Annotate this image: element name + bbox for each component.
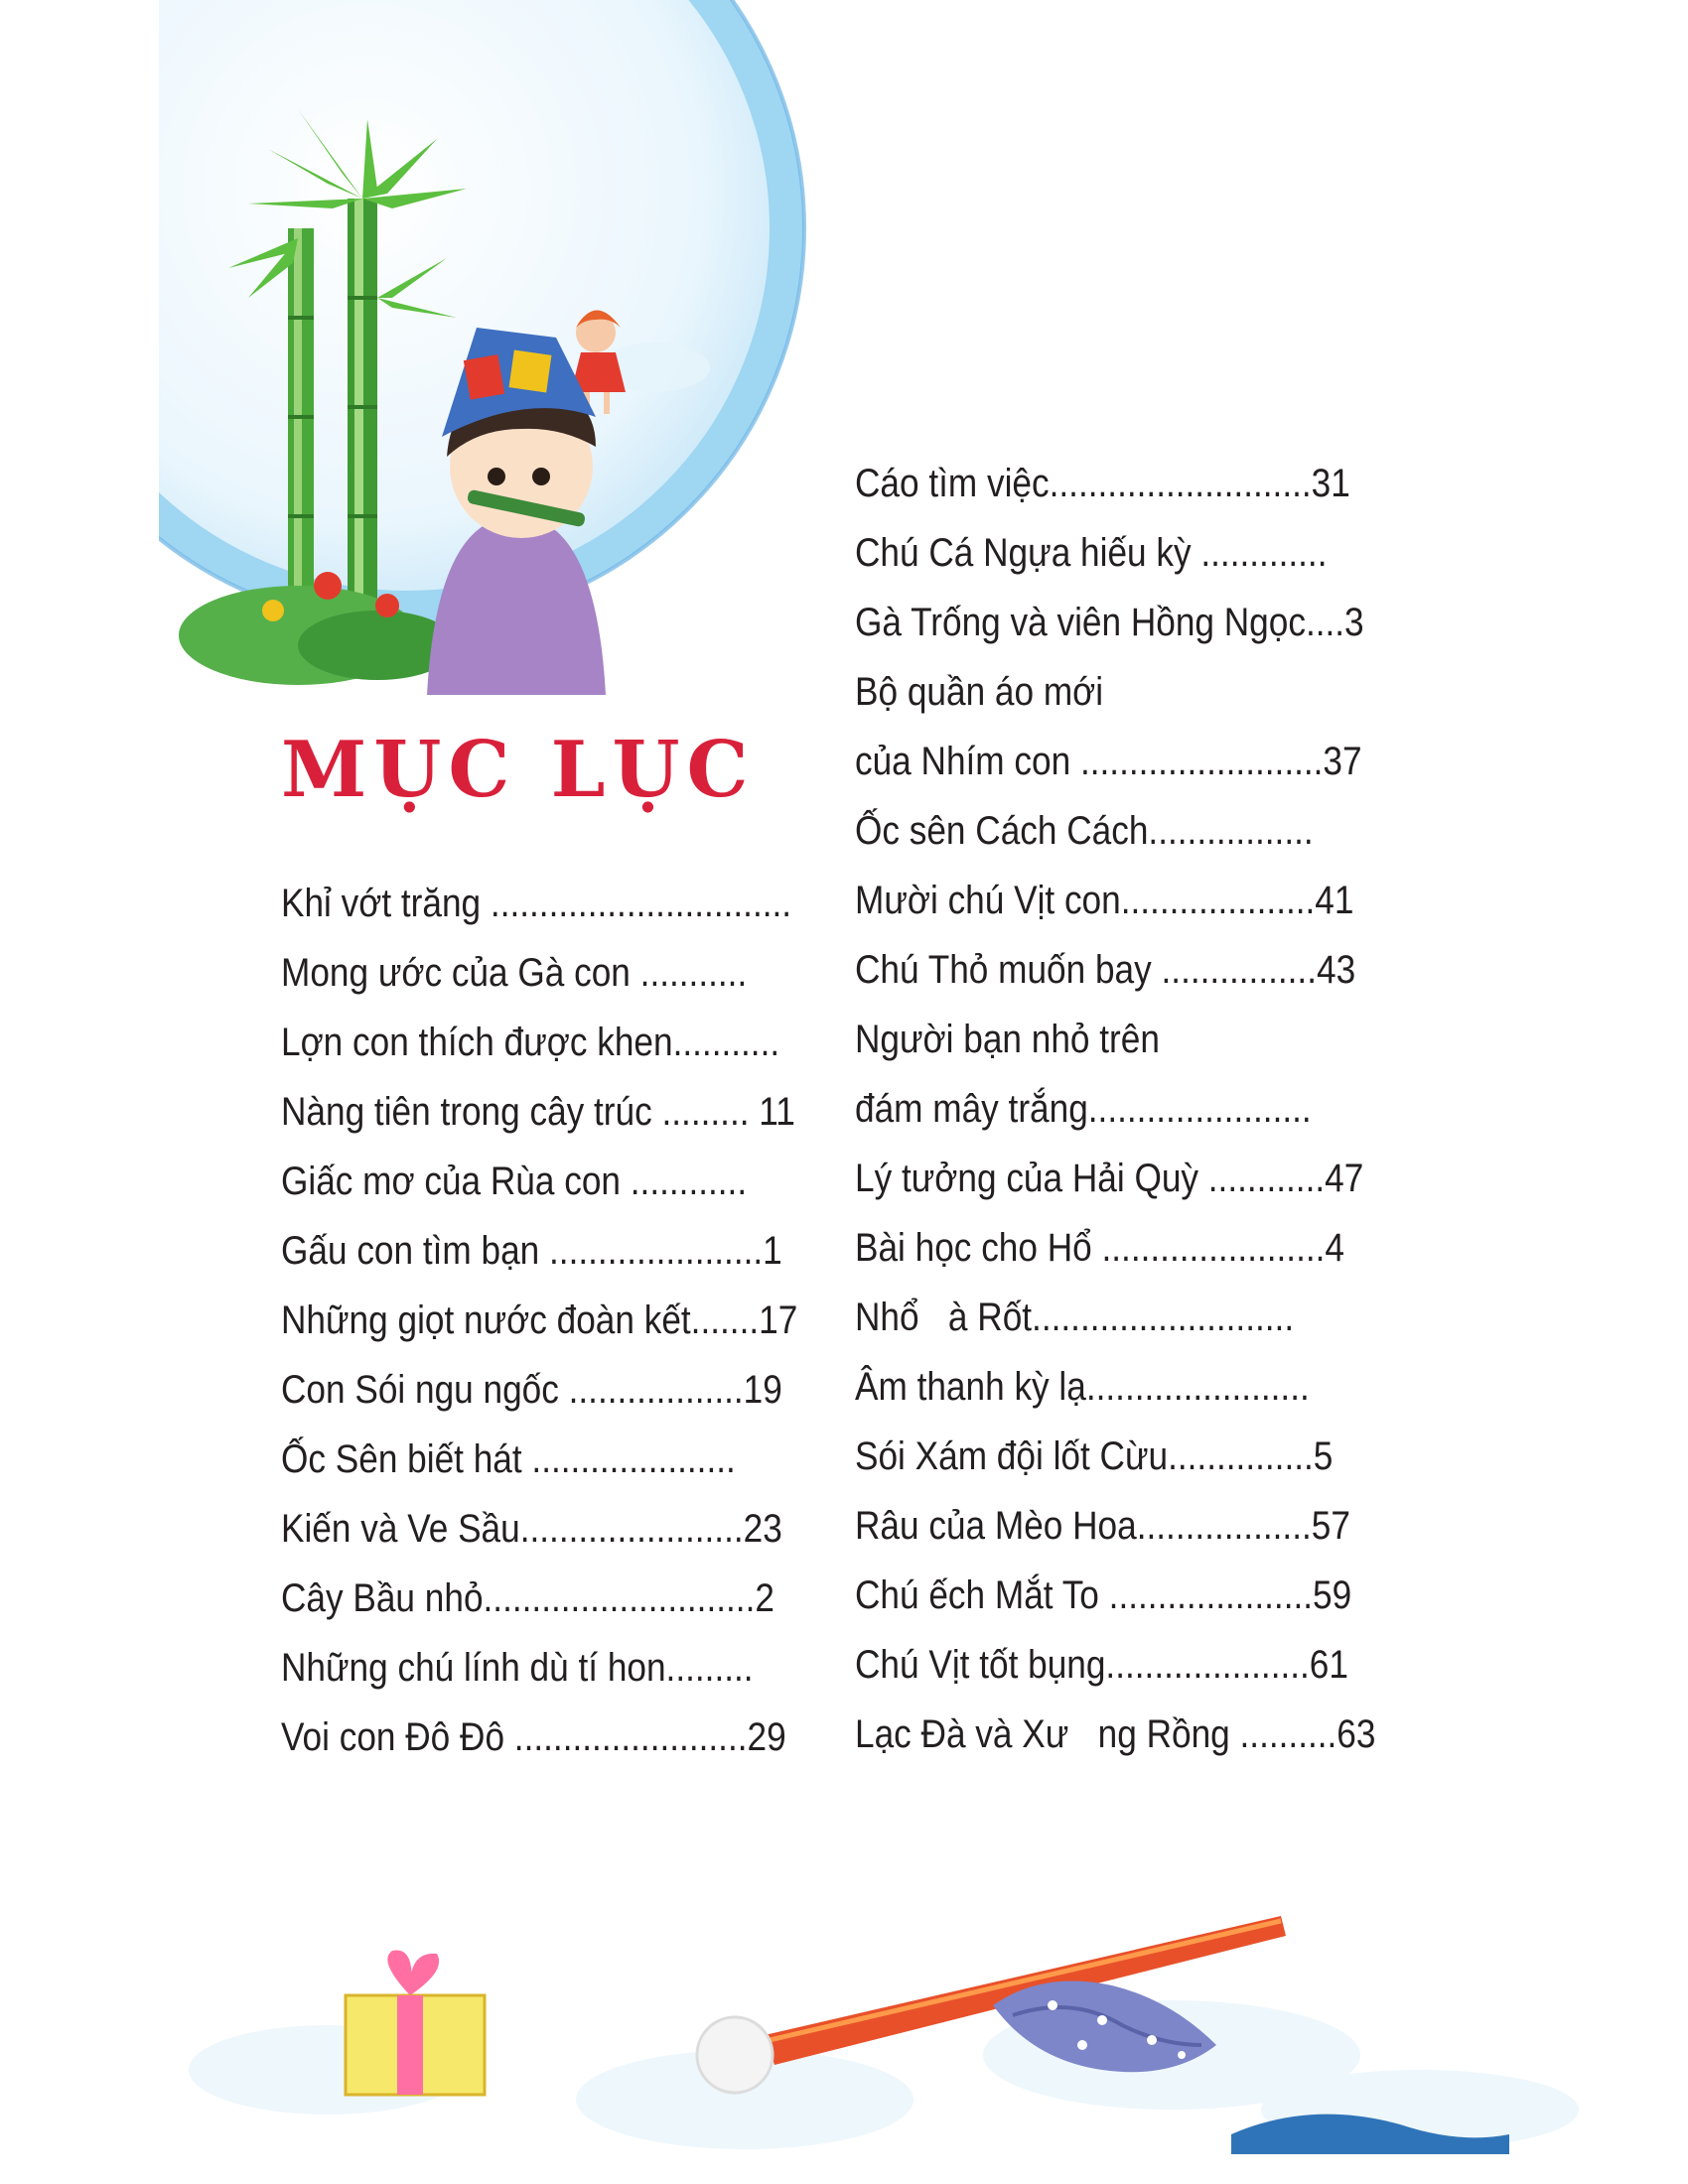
toc-entry: Gấu con tìm bạn ......................1 <box>281 1229 782 1273</box>
toc-entry: Cáo tìm việc...........................31 <box>855 462 1350 505</box>
toc-entry: Bộ quần áo mới <box>855 670 1104 714</box>
toc-entry: Những chú lính dù tí hon......... <box>281 1646 754 1690</box>
toc-entry: Bài học cho Hổ .......................4 <box>855 1226 1345 1270</box>
toc-entry: Mong ước của Gà con ........... <box>281 951 748 995</box>
toc-entry: Mười chú Vịt con....................41 <box>855 879 1354 922</box>
toc-entry: Sói Xám đội lốt Cừu...............5 <box>855 1434 1334 1478</box>
toc-entry: Giấc mơ của Rùa con ............ <box>281 1160 748 1203</box>
toc-entry: Lợn con thích được khen........... <box>281 1021 780 1064</box>
gift-box-icon <box>346 1951 485 2095</box>
toc-entry: Kiến và Ve Sầu.......................23 <box>281 1507 782 1551</box>
toc-entry: Con Sói ngu ngốc ..................19 <box>281 1368 782 1412</box>
bottom-illustration <box>189 1916 1579 2154</box>
toc-entry: Chú Cá Ngựa hiếu kỳ ............. <box>855 531 1328 575</box>
toc-entry: Nàng tiên trong cây trúc ......... 11 <box>281 1090 795 1134</box>
toc-entry: Chú Vịt tốt bụng.....................61 <box>855 1643 1348 1687</box>
toc-entry: Ốc Sên biết hát ..................... <box>281 1437 736 1481</box>
toc-entry: Râu của Mèo Hoa..................57 <box>855 1504 1350 1548</box>
top-illustration <box>10 0 804 695</box>
toc-entry: Voi con Đô Đô ........................29 <box>281 1715 786 1759</box>
toc-entry: Gà Trống và viên Hồng Ngọc....3 <box>855 601 1364 644</box>
toc-entry: Cây Bầu nhỏ............................2 <box>281 1576 774 1620</box>
toc-entry: đám mây trắng....................... <box>855 1087 1312 1131</box>
toc-entry: Người bạn nhỏ trên <box>855 1018 1160 1061</box>
page-title: MỤC LỤC <box>281 725 756 815</box>
toc-left-column <box>281 869 837 1772</box>
toc-entry: Những giọt nước đoàn kết.......17 <box>281 1298 798 1342</box>
toc-entry: Chú Thỏ muốn bay ................43 <box>855 948 1356 992</box>
sky-circle <box>10 0 804 625</box>
toc-entry: Âm thanh kỳ lạ....................... <box>855 1365 1310 1409</box>
toc-entry: Lý tưởng của Hải Quỳ ............47 <box>855 1157 1364 1200</box>
toc-entry: Lạc Đà và Xư ng Rồng ..........63 <box>855 1712 1376 1756</box>
toc-entry: Nhổ à Rốt........................... <box>855 1296 1295 1339</box>
toc-entry: Ốc sên Cách Cách................. <box>855 809 1314 853</box>
toc-entry: Chú ếch Mắt To .....................59 <box>855 1573 1352 1617</box>
toc-right-column <box>855 449 1411 1769</box>
toc-entry: của Nhím con .........................37 <box>855 740 1362 783</box>
toc-entry: Khỉ vớt trăng ............................... <box>281 882 792 925</box>
